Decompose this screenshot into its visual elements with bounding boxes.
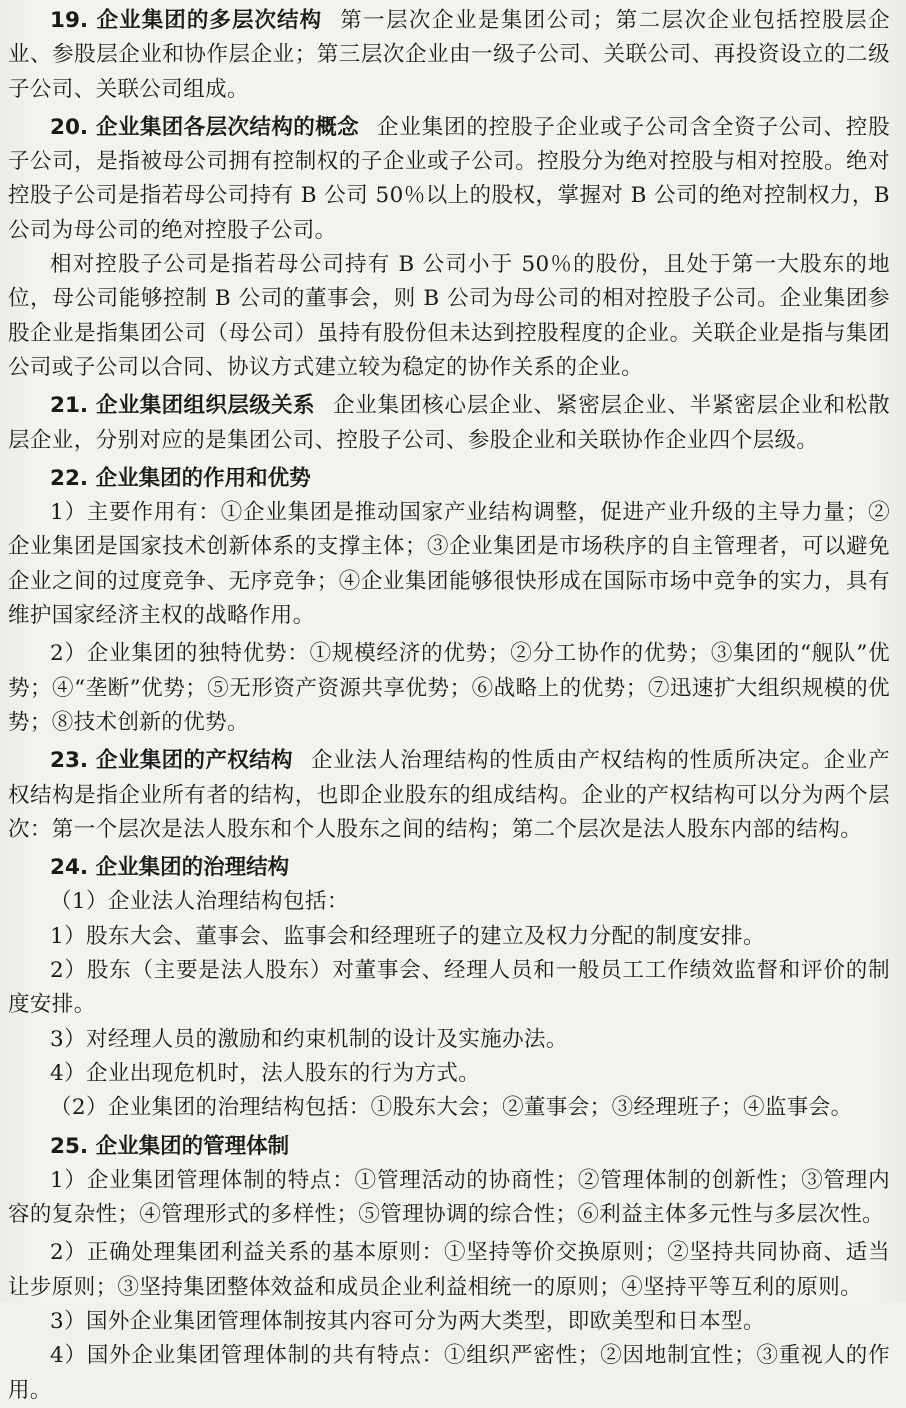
section-25	[8, 1130, 890, 1164]
section-22-heading: 22. 企业集团的作用和优势	[50, 465, 311, 491]
section-20-paragraph-2: 相对控股子公司是指若母公司持有 B 公司小于 50％的股份，且处于第一大股东的地位，母公司能够控制 B 公司的董事会，则 B 公司为母公司的相对控股子公司。企业集团参股企业是指集团公司（母公司）虽持有股份但未达到控股程度的企业。关联企业是指与集团公司或子公司以合同、协议方式建立较为稳定的协作关系的企业。	[8, 252, 890, 380]
section-22-item-1: 1）主要作用有：①企业集团是推动国家产业结构调整，促进产业升级的主导力量；②企业集团是国家技术创新体系的支撑主体；③企业集团是市场秩序的自主管理者，可以避免企业之间的过度竞争、无序竞争；④企业集团能够很快形成在国际市场中竞争的实力，具有维护国家经济主权的战略作用。	[8, 500, 890, 629]
section-24-item-5: 4）企业出现危机时，法人股东的行为方式。	[50, 1060, 481, 1086]
section-25-item-2: 2）正确处理集团利益关系的基本原则：①坚持等价交换原则；②坚持共同协商、适当让步原则；③坚持集团整体效益和成员企业利益相统一的原则；④坚持平等互利的原则。	[8, 1240, 890, 1300]
section-21-heading: 21. 企业集团组织层级关系	[50, 393, 315, 419]
section-25-item-1: 1）企业集团管理体制的特点：①管理活动的协商性；②管理体制的创新性；③管理内容的复杂性；④管理形式的多样性；⑤管理协调的综合性；⑥利益主体多元性与多层次性。	[8, 1167, 890, 1228]
section-21	[8, 389, 890, 458]
section-25-item-3: 3）国外企业集团管理体制按其内容可分为两大类型，即欧美型和日本型。	[50, 1308, 765, 1334]
section-24-heading: 24. 企业集团的治理结构	[50, 855, 290, 881]
section-24-item-4: 3）对经理人员的激励和约束机制的设计及实施办法。	[50, 1026, 568, 1052]
section-23-heading: 23. 企业集团的产权结构	[50, 748, 293, 774]
section-24-item-3: 2）股东（主要是法人股东）对董事会、经理人员和一般员工工作绩效监督和评价的制度安排。	[8, 958, 890, 1018]
section-20	[8, 111, 890, 248]
section-19	[8, 4, 890, 107]
section-23-body: 企业法人治理结构的性质由产权结构的性质所决定。企业产权结构是指企业所有者的结构，也即企业股东的组成结构。企业的产权结构可以分为两个层次：第一个层次是法人股东和个人股东之间的结构；第二个层次是法人股东内部的结构。	[8, 748, 890, 842]
section-25-heading: 25. 企业集团的管理体制	[50, 1133, 290, 1159]
section-24	[8, 851, 890, 885]
section-22-item-2: 2）企业集团的独特优势：①规模经济的优势；②分工协作的优势；③集团的“舰队”优势；④“垄断”优势；⑤无形资产资源共享优势；⑥战略上的优势；⑦迅速扩大组织规模的优势；⑧技术创新的优势。	[8, 641, 890, 735]
section-23	[8, 744, 890, 847]
section-20-body: 企业集团的控股子企业或子公司含全资子公司、控股子公司，是指被母公司拥有控制权的子企业或子公司。控股分为绝对控股与相对控股。绝对控股子公司是指若母公司持有 B 公司 50％以上的股权，掌握对 B 公司的绝对控制权力，B 公司为母公司的绝对控股子公司。	[8, 114, 891, 243]
section-19-heading: 19. 企业集团的多层次结构	[50, 8, 323, 33]
section-22	[8, 462, 890, 496]
section-24-item-1: （1）企业法人治理结构包括：	[50, 889, 349, 915]
section-24-item-2: 1）股东大会、董事会、监事会和经理班子的建立及权力分配的制度安排。	[50, 923, 765, 949]
section-24-item-6: （2）企业集团的治理结构包括：①股东大会；②董事会；③经理班子；④监事会。	[50, 1095, 853, 1121]
section-20-heading: 20. 企业集团各层次结构的概念	[50, 114, 360, 140]
section-19-body: 第一层次企业是集团公司；第二层次企业包括控股层企业、参股层企业和协作层企业；第三层次企业由一级子公司、关联公司、再投资设立的二级子公司、关联公司组成。	[8, 8, 891, 102]
section-25-item-4: 4）国外企业集团管理体制的共有特点：①组织严密性；②因地制宜性；③重视人的作用。	[8, 1343, 890, 1403]
section-21-body: 企业集团核心层企业、紧密层企业、半紧密层企业和松散层企业，分别对应的是集团公司、控股子公司、参股企业和关联协作企业四个层级。	[8, 393, 890, 453]
